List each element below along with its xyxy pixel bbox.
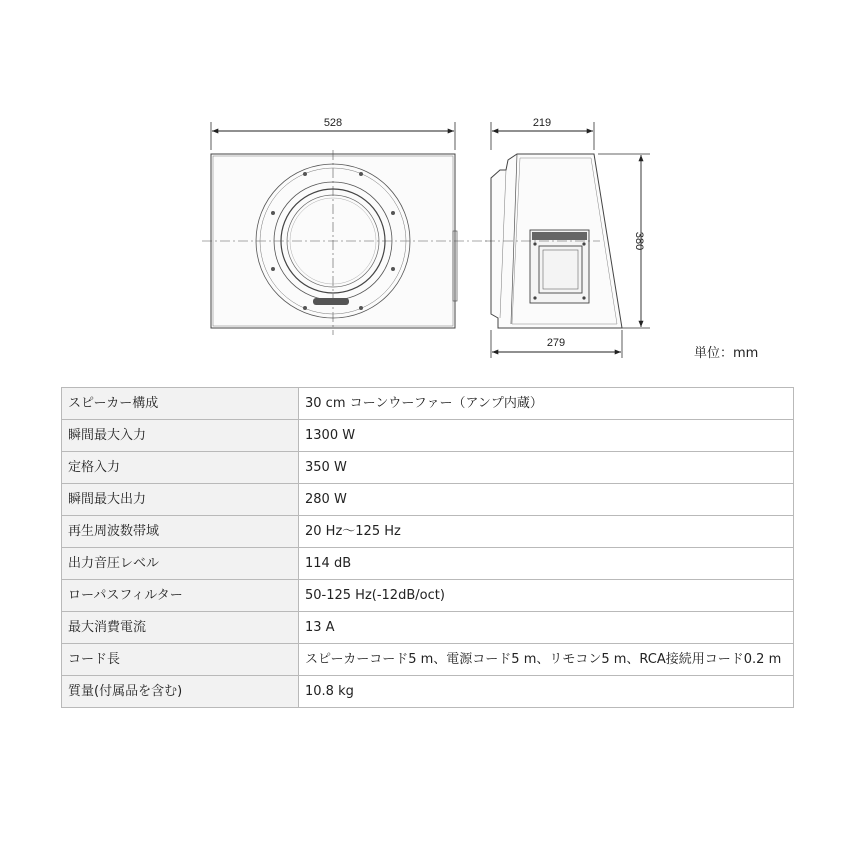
spec-row: [62, 484, 794, 516]
spec-label: 瞬間最大入力: [62, 420, 299, 452]
spec-row: [62, 644, 794, 676]
spec-label: 出力音圧レベル: [62, 548, 299, 580]
spec-value: 350 W: [299, 452, 794, 484]
side-top-depth-label: 219: [532, 117, 552, 129]
spec-label: 瞬間最大出力: [62, 484, 299, 516]
spec-value: 20 Hz～125 Hz: [299, 516, 794, 548]
spec-row: [62, 676, 794, 708]
spec-label: コード長: [62, 644, 299, 676]
spec-row: [62, 516, 794, 548]
spec-table: [61, 387, 794, 708]
spec-row: [62, 548, 794, 580]
dimension-drawing: [0, 0, 859, 370]
spec-label: 質量(付属品を含む): [62, 676, 299, 708]
side-view: [485, 117, 650, 358]
spec-row: [62, 612, 794, 644]
spec-row: [62, 452, 794, 484]
front-width-label: 528: [323, 117, 343, 129]
spec-label: 再生周波数帯域: [62, 516, 299, 548]
spec-value: 13 A: [299, 612, 794, 644]
front-view: [202, 117, 492, 335]
spec-label: 定格入力: [62, 452, 299, 484]
spec-value: 50-125 Hz(-12dB/oct): [299, 580, 794, 612]
spec-row: [62, 388, 794, 420]
spec-label: スピーカー構成: [62, 388, 299, 420]
side-height-label: 380: [633, 231, 645, 251]
spec-label: ローパスフィルター: [62, 580, 299, 612]
spec-value: 10.8 kg: [299, 676, 794, 708]
spec-value: 280 W: [299, 484, 794, 516]
spec-row: [62, 420, 794, 452]
spec-value: 1300 W: [299, 420, 794, 452]
brand-logo-plate: [313, 298, 349, 305]
spec-value: スピーカーコード5 m、電源コード5 m、リモコン5 m、RCA接続用コード0.2 m: [299, 644, 794, 676]
spec-label: 最大消費電流: [62, 612, 299, 644]
spec-row: [62, 580, 794, 612]
spec-value: 114 dB: [299, 548, 794, 580]
spec-value: 30 cm コーンウーファー（アンプ内蔵）: [299, 388, 794, 420]
side-bottom-depth-label: 279: [546, 337, 566, 349]
unit-label: 単位：mm: [694, 346, 759, 361]
